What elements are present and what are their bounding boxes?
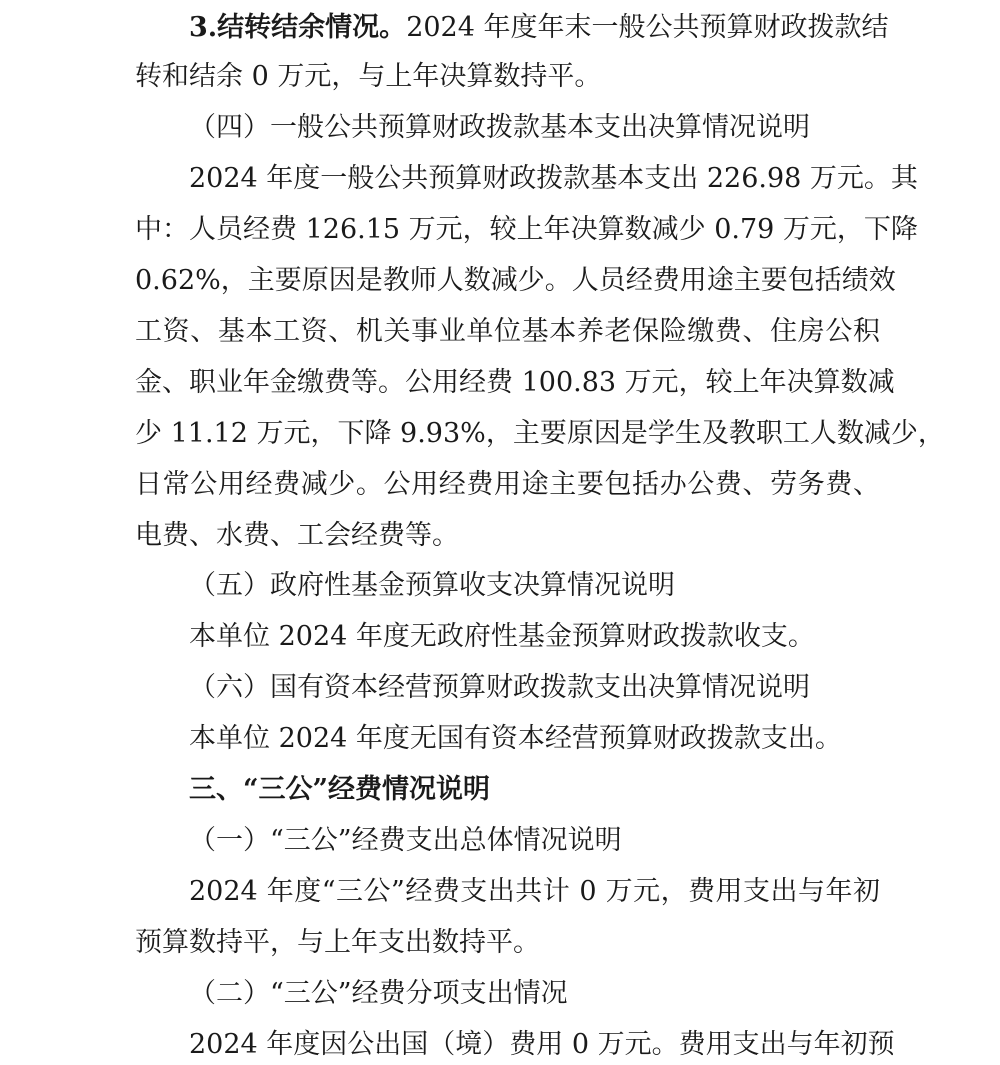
paragraph-line: 预算数持平，与上年支出数持平。: [135, 927, 540, 958]
paragraph-line: 转和结余 0 万元，与上年决算数持平。: [135, 61, 602, 92]
paragraph-line: 工资、基本工资、机关事业单位基本养老保险缴费、住房公积: [135, 316, 880, 347]
section-heading-6: （六）国有资本经营预算财政拨款支出决算情况说明: [189, 672, 810, 703]
paragraph-line: 电费、水费、工会经费等。: [135, 520, 459, 551]
paragraph-line: 本单位 2024 年度无国有资本经营预算财政拨款支出。: [189, 723, 842, 754]
paragraph-line: 本单位 2024 年度无政府性基金预算财政拨款收支。: [189, 621, 815, 652]
paragraph-line: 0.62%，主要原因是教师人数减少。人员经费用途主要包括绩效: [135, 265, 896, 296]
chapter-heading-3: 三、“三公”经费情况说明: [189, 774, 491, 805]
paragraph-line: 金、职业年金缴费等。公用经费 100.83 万元，较上年决算数减: [135, 367, 895, 398]
paragraph-line: 2024 年度“三公”经费支出共计 0 万元，费用支出与年初: [189, 876, 880, 907]
section-heading-5: （五）政府性基金预算收支决算情况说明: [189, 570, 675, 601]
section-heading-4: （四）一般公共预算财政拨款基本支出决算情况说明: [189, 112, 810, 143]
paragraph-line: 2024 年度一般公共预算财政拨款基本支出 226.98 万元。其: [189, 163, 918, 194]
paragraph-line: 少 11.12 万元，下降 9.93%，主要原因是学生及教职工人数减少，: [135, 418, 945, 449]
carryover-heading: 3.结转结余情况。: [189, 12, 407, 43]
subsection-heading-1: （一）“三公”经费支出总体情况说明: [189, 825, 622, 856]
paragraph-line: 日常公用经费减少。公用经费用途主要包括办公费、劳务费、: [135, 469, 880, 500]
carryover-text: 2024 年度年末一般公共预算财政拨款结: [406, 12, 889, 43]
paragraph-line: 中：人员经费 126.15 万元，较上年决算数减少 0.79 万元，下降: [135, 214, 918, 245]
subsection-heading-2: （二）“三公”经费分项支出情况: [189, 978, 568, 1009]
paragraph-line: 2024 年度因公出国（境）费用 0 万元。费用支出与年初预: [189, 1029, 895, 1060]
paragraph-carryover-balance-line-1: [135, 8, 889, 48]
